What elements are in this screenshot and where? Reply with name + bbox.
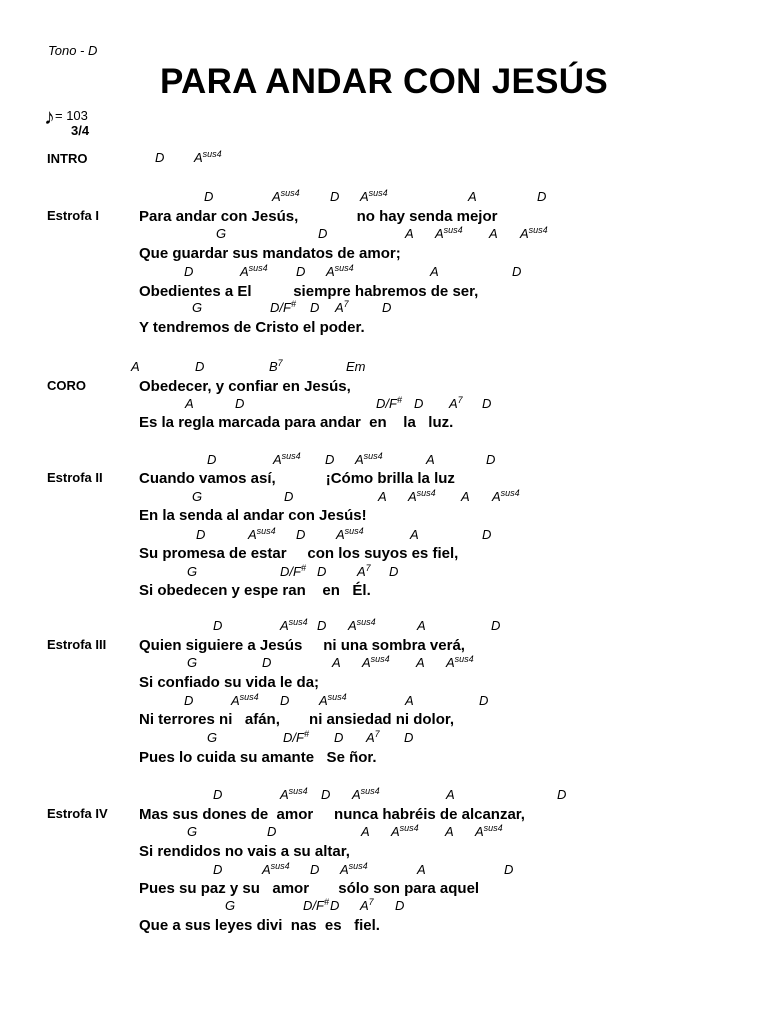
lyric-line: Cuando vamos así, ¡Cómo brilla la luz bbox=[139, 470, 455, 487]
chord-suffix: 7 bbox=[457, 395, 463, 405]
chord-suffix: sus4 bbox=[280, 188, 300, 198]
chord bbox=[192, 490, 202, 503]
chord-root: G bbox=[187, 655, 198, 670]
chord bbox=[446, 788, 455, 801]
chord-root: A bbox=[489, 226, 498, 241]
chord-root: D/F bbox=[376, 396, 397, 411]
chord bbox=[310, 301, 319, 314]
chord bbox=[395, 899, 404, 912]
lyric-line: Si rendidos no vais a su altar, bbox=[139, 843, 350, 860]
chord bbox=[405, 227, 414, 240]
chord-root: A bbox=[378, 489, 387, 504]
chord bbox=[352, 788, 380, 801]
chord-suffix: # bbox=[300, 563, 306, 573]
chord-root: A bbox=[332, 655, 341, 670]
chord-root: D bbox=[317, 618, 327, 633]
chord bbox=[184, 694, 193, 707]
chord bbox=[408, 490, 436, 503]
chord bbox=[187, 656, 197, 669]
chord-root: A bbox=[410, 527, 419, 542]
chord-suffix: sus4 bbox=[483, 823, 503, 833]
chord-root: A bbox=[272, 189, 281, 204]
chord-suffix: sus4 bbox=[443, 225, 463, 235]
chord bbox=[446, 656, 474, 669]
chord bbox=[417, 619, 426, 632]
chord-root: D bbox=[262, 655, 272, 670]
chord-root: A bbox=[405, 693, 414, 708]
chord-root: D bbox=[195, 359, 205, 374]
chord bbox=[195, 360, 204, 373]
chord-suffix: sus4 bbox=[288, 786, 308, 796]
chord bbox=[389, 565, 398, 578]
chord-root: A bbox=[185, 396, 194, 411]
chord bbox=[405, 694, 414, 707]
chord-root: D bbox=[537, 189, 547, 204]
chord bbox=[192, 301, 202, 314]
section-label: CORO bbox=[47, 378, 86, 393]
chord-root: A bbox=[520, 226, 529, 241]
chord-root: D bbox=[317, 564, 327, 579]
chord bbox=[213, 863, 222, 876]
chord-suffix: sus4 bbox=[360, 786, 380, 796]
chord-root: D bbox=[213, 787, 223, 802]
lyric-line: Si obedecen y espe ran en Él. bbox=[139, 582, 371, 599]
chord-root: D bbox=[482, 396, 492, 411]
chord-root: A bbox=[336, 527, 345, 542]
chord-suffix: 7 bbox=[365, 563, 371, 573]
chord-root: B bbox=[269, 359, 278, 374]
chord bbox=[504, 863, 513, 876]
chord-root: A bbox=[280, 618, 289, 633]
chord-suffix: sus4 bbox=[368, 188, 388, 198]
chord bbox=[262, 656, 271, 669]
lyric-line: Mas sus dones de amor nunca habréis de alcanzar, bbox=[139, 806, 525, 823]
chord-root: D bbox=[486, 452, 496, 467]
chord-root: D/F bbox=[303, 898, 324, 913]
chord-root: D bbox=[184, 264, 194, 279]
chord-suffix: sus4 bbox=[399, 823, 419, 833]
chord-root: A bbox=[357, 564, 366, 579]
chord-root: A bbox=[446, 655, 455, 670]
chord-root: A bbox=[355, 452, 364, 467]
chord-root: A bbox=[362, 655, 371, 670]
chord-root: A bbox=[492, 489, 501, 504]
lyric-line: Obedientes a El siempre habremos de ser, bbox=[139, 283, 479, 300]
chord bbox=[361, 825, 370, 838]
lyric-line: Y tendremos de Cristo el poder. bbox=[139, 319, 365, 336]
chord-root: D bbox=[479, 693, 489, 708]
lyric-line: Que a sus leyes divi nas es fiel. bbox=[139, 917, 380, 934]
chord-root: D bbox=[267, 824, 277, 839]
chord bbox=[225, 899, 235, 912]
chord bbox=[362, 656, 390, 669]
chord-suffix: sus4 bbox=[239, 692, 259, 702]
chord-suffix: 7 bbox=[277, 358, 283, 368]
chord bbox=[187, 825, 197, 838]
lyric-line: Ni terrores ni afán, ni ansiedad ni dolor, bbox=[139, 711, 455, 728]
chord bbox=[404, 731, 413, 744]
lyric-line: Quien siguiere a Jesús ni una sombra verá, bbox=[139, 637, 465, 654]
chord bbox=[248, 528, 276, 541]
chord bbox=[336, 528, 364, 541]
chord bbox=[207, 731, 217, 744]
chord bbox=[325, 453, 334, 466]
chord bbox=[430, 265, 439, 278]
chord bbox=[187, 565, 197, 578]
chord bbox=[216, 227, 226, 240]
chord-suffix: sus4 bbox=[500, 488, 520, 498]
chord-root: D bbox=[395, 898, 405, 913]
time-signature: 3/4 bbox=[71, 123, 90, 138]
chord-root: A bbox=[335, 300, 344, 315]
chord-root: A bbox=[461, 489, 470, 504]
chord bbox=[262, 863, 290, 876]
chord bbox=[280, 565, 306, 578]
chord-root: D bbox=[235, 396, 245, 411]
chord bbox=[382, 301, 391, 314]
chord-root: A bbox=[417, 618, 426, 633]
lyric-line: En la senda al andar con Jesús! bbox=[139, 507, 367, 524]
chord bbox=[330, 190, 339, 203]
chord-root: D bbox=[491, 618, 501, 633]
chord bbox=[231, 694, 259, 707]
chord-suffix: sus4 bbox=[528, 225, 548, 235]
chord bbox=[155, 151, 164, 164]
lyric-line: Para andar con Jesús, no hay senda mejor bbox=[139, 208, 498, 225]
chord bbox=[461, 490, 470, 503]
chord bbox=[332, 656, 341, 669]
chord-root: D bbox=[330, 898, 340, 913]
chord-root: A bbox=[446, 787, 455, 802]
chord-root: G bbox=[187, 824, 198, 839]
chord bbox=[482, 528, 491, 541]
chord-suffix: # bbox=[396, 395, 402, 405]
chord-root: G bbox=[192, 489, 203, 504]
chord-root: A bbox=[405, 226, 414, 241]
chord-root: A bbox=[417, 862, 426, 877]
chord bbox=[557, 788, 566, 801]
chord-root: D bbox=[318, 226, 328, 241]
chord bbox=[310, 863, 319, 876]
chord-root: D bbox=[310, 300, 320, 315]
chord-root: D bbox=[184, 693, 194, 708]
chord bbox=[213, 619, 222, 632]
chord bbox=[346, 360, 366, 373]
chord bbox=[348, 619, 376, 632]
chord bbox=[213, 788, 222, 801]
chord-root: A bbox=[468, 189, 477, 204]
chord-root: D bbox=[482, 527, 492, 542]
chord bbox=[355, 453, 383, 466]
tempo-value: = 103 bbox=[55, 108, 88, 123]
chord bbox=[280, 788, 308, 801]
chord-suffix: sus4 bbox=[344, 526, 364, 536]
chord bbox=[283, 731, 309, 744]
chord bbox=[319, 694, 347, 707]
chord bbox=[185, 397, 194, 410]
chord bbox=[321, 788, 330, 801]
chord-root: A bbox=[366, 730, 375, 745]
chord bbox=[475, 825, 503, 838]
chord-root: A bbox=[194, 150, 203, 165]
chord bbox=[512, 265, 521, 278]
lyric-line: Que guardar sus mandatos de amor; bbox=[139, 245, 401, 262]
chord-root: D bbox=[213, 618, 223, 633]
chord-root: A bbox=[475, 824, 484, 839]
chord bbox=[326, 265, 354, 278]
chord bbox=[269, 360, 283, 373]
chord bbox=[318, 227, 327, 240]
chord bbox=[273, 453, 301, 466]
chord-suffix: sus4 bbox=[370, 654, 390, 664]
lyric-line: Pues lo cuida su amante Se ñor. bbox=[139, 749, 377, 766]
chord bbox=[366, 731, 380, 744]
chord bbox=[235, 397, 244, 410]
chord-root: A bbox=[326, 264, 335, 279]
chord bbox=[426, 453, 435, 466]
chord-suffix: sus4 bbox=[327, 692, 347, 702]
chord-root: D bbox=[557, 787, 567, 802]
chord-root: D/F bbox=[280, 564, 301, 579]
chord-root: A bbox=[248, 527, 257, 542]
chord-root: D bbox=[213, 862, 223, 877]
chord-suffix: sus4 bbox=[356, 617, 376, 627]
chord bbox=[270, 301, 296, 314]
section-label: Estrofa II bbox=[47, 470, 103, 485]
chord bbox=[491, 619, 500, 632]
chord-root: D bbox=[280, 693, 290, 708]
chord-suffix: sus4 bbox=[248, 263, 268, 273]
chord-root: A bbox=[262, 862, 271, 877]
chord-suffix: 7 bbox=[368, 897, 374, 907]
chord-root: G bbox=[207, 730, 218, 745]
chord-root: A bbox=[416, 655, 425, 670]
chord bbox=[414, 397, 423, 410]
chord bbox=[376, 397, 402, 410]
chord bbox=[330, 899, 339, 912]
chord-root: D bbox=[334, 730, 344, 745]
chord-root: A bbox=[360, 189, 369, 204]
chord-root: D bbox=[404, 730, 414, 745]
chord bbox=[280, 619, 308, 632]
chord bbox=[357, 565, 371, 578]
chord-suffix: 7 bbox=[343, 299, 349, 309]
chord bbox=[492, 490, 520, 503]
section-label: INTRO bbox=[47, 151, 88, 166]
chord-root: A bbox=[361, 824, 370, 839]
lyric-line: Su promesa de estar con los suyos es fiel, bbox=[139, 545, 459, 562]
chord-suffix: sus4 bbox=[270, 861, 290, 871]
chord-suffix: sus4 bbox=[334, 263, 354, 273]
chord-root: A bbox=[360, 898, 369, 913]
chord-root: A bbox=[352, 787, 361, 802]
chord-root: D bbox=[196, 527, 206, 542]
chord-root: A bbox=[231, 693, 240, 708]
chord bbox=[204, 190, 213, 203]
chord-root: D bbox=[296, 264, 306, 279]
chord bbox=[284, 490, 293, 503]
lyric-line: Si confiado su vida le da; bbox=[139, 674, 320, 691]
section-label: Estrofa IV bbox=[47, 806, 108, 821]
chord bbox=[449, 397, 463, 410]
chord-root: D bbox=[414, 396, 424, 411]
chord-root: D bbox=[382, 300, 392, 315]
chord-root: G bbox=[192, 300, 203, 315]
chord-suffix: # bbox=[290, 299, 296, 309]
chord-root: D/F bbox=[270, 300, 291, 315]
chord bbox=[280, 694, 289, 707]
chord bbox=[417, 863, 426, 876]
chord bbox=[410, 528, 419, 541]
chord-root: D bbox=[155, 150, 165, 165]
chord bbox=[482, 397, 491, 410]
chord-root: A bbox=[280, 787, 289, 802]
chord-root: D bbox=[321, 787, 331, 802]
chord bbox=[489, 227, 498, 240]
chord bbox=[184, 265, 193, 278]
chord-root: A bbox=[131, 359, 140, 374]
chord-root: A bbox=[445, 824, 454, 839]
chord bbox=[486, 453, 495, 466]
song-title: PARA ANDAR CON JESÚS bbox=[159, 62, 609, 101]
chord-root: D bbox=[296, 527, 306, 542]
lyric-line: Pues su paz y su amor sólo son para aquel bbox=[139, 880, 480, 897]
chord-root: D bbox=[204, 189, 214, 204]
chord bbox=[194, 151, 222, 164]
chord bbox=[537, 190, 546, 203]
chord bbox=[391, 825, 419, 838]
chord bbox=[296, 265, 305, 278]
chord-root: A bbox=[435, 226, 444, 241]
chord-root: A bbox=[340, 862, 349, 877]
chord-root: D bbox=[512, 264, 522, 279]
chord bbox=[317, 565, 326, 578]
chord bbox=[131, 360, 140, 373]
chord bbox=[317, 619, 326, 632]
chord-root: D bbox=[310, 862, 320, 877]
chord-root: A bbox=[273, 452, 282, 467]
chord-suffix: sus4 bbox=[416, 488, 436, 498]
chord bbox=[479, 694, 488, 707]
chord-root: G bbox=[225, 898, 236, 913]
chord-suffix: sus4 bbox=[363, 451, 383, 461]
chord bbox=[335, 301, 349, 314]
chord-root: G bbox=[187, 564, 198, 579]
chord bbox=[378, 490, 387, 503]
section-label: Estrofa I bbox=[47, 208, 100, 223]
chord-suffix: sus4 bbox=[288, 617, 308, 627]
chord bbox=[360, 190, 388, 203]
chord-root: A bbox=[240, 264, 249, 279]
key-label: Tono - D bbox=[48, 43, 98, 58]
chord-root: D bbox=[325, 452, 335, 467]
chord bbox=[468, 190, 477, 203]
chord bbox=[435, 227, 463, 240]
lyric-line: Es la regla marcada para andar en la luz. bbox=[139, 414, 454, 431]
chord-root: A bbox=[391, 824, 400, 839]
chord bbox=[296, 528, 305, 541]
chord-root: G bbox=[216, 226, 227, 241]
chord-root: D bbox=[284, 489, 294, 504]
chord-root: A bbox=[348, 618, 357, 633]
chord-suffix: # bbox=[323, 897, 329, 907]
chord bbox=[360, 899, 374, 912]
chord-root: A bbox=[319, 693, 328, 708]
chord bbox=[207, 453, 216, 466]
chord bbox=[416, 656, 425, 669]
chord-root: A bbox=[426, 452, 435, 467]
chord bbox=[272, 190, 300, 203]
chord-suffix: sus4 bbox=[202, 149, 222, 159]
chord-suffix: sus4 bbox=[348, 861, 368, 871]
chord bbox=[240, 265, 268, 278]
eighth-note-icon: ♪ bbox=[44, 104, 55, 129]
chord-root: D bbox=[389, 564, 399, 579]
chord-root: A bbox=[449, 396, 458, 411]
chord-root: D bbox=[207, 452, 217, 467]
chord-root: Em bbox=[346, 359, 366, 374]
chord-root: D bbox=[330, 189, 340, 204]
lyric-line: Obedecer, y confiar en Jesús, bbox=[139, 378, 351, 395]
chord bbox=[520, 227, 548, 240]
chord-root: A bbox=[430, 264, 439, 279]
chord-root: A bbox=[408, 489, 417, 504]
chord bbox=[334, 731, 343, 744]
chord bbox=[340, 863, 368, 876]
section-label: Estrofa III bbox=[47, 637, 107, 652]
chord bbox=[303, 899, 329, 912]
chord-root: D bbox=[504, 862, 514, 877]
chord bbox=[196, 528, 205, 541]
chord-root: D/F bbox=[283, 730, 304, 745]
chord-suffix: # bbox=[303, 729, 309, 739]
chord bbox=[267, 825, 276, 838]
chord bbox=[445, 825, 454, 838]
chord-suffix: sus4 bbox=[281, 451, 301, 461]
chord-suffix: sus4 bbox=[256, 526, 276, 536]
chord-suffix: sus4 bbox=[454, 654, 474, 664]
chord-suffix: 7 bbox=[374, 729, 380, 739]
